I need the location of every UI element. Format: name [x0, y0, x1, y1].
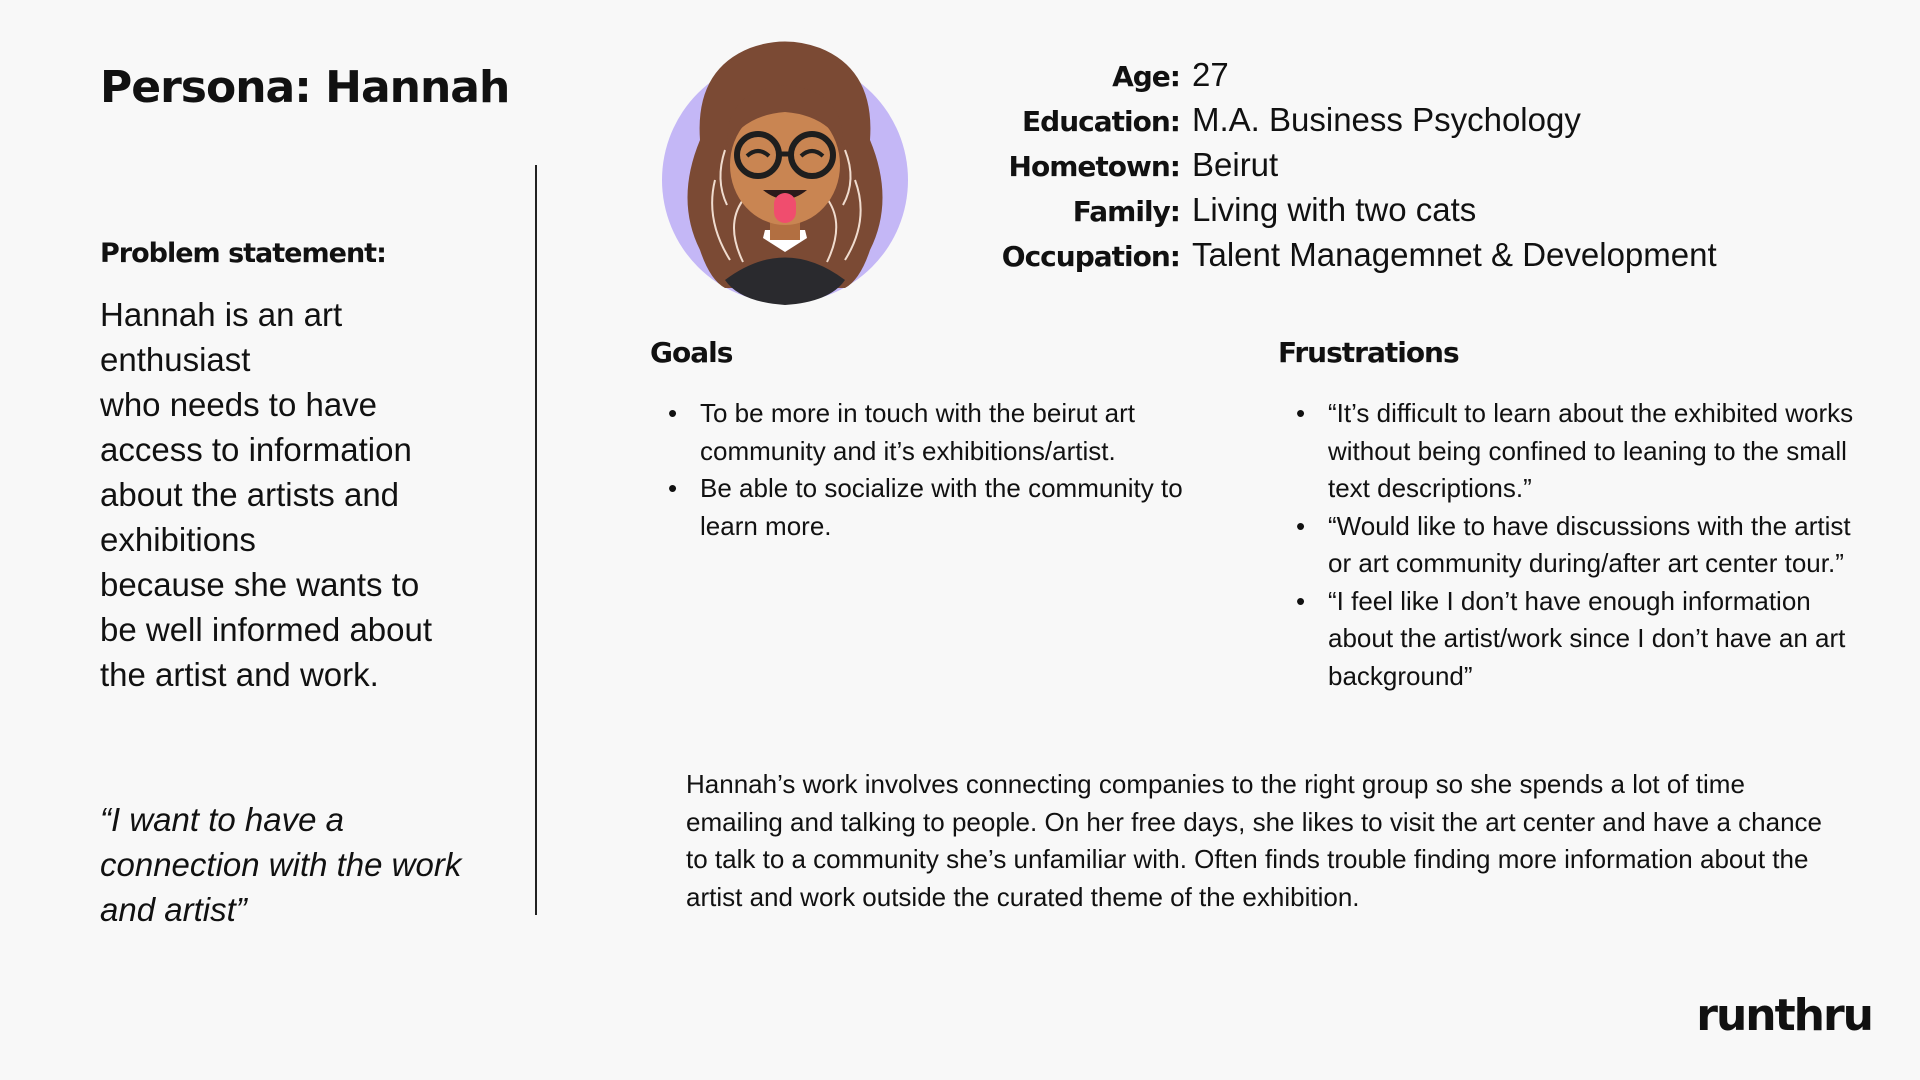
frustration-line: “Would like to have discussions with the artist	[1328, 510, 1851, 541]
frustration-line: “It’s difficult to learn about the exhibited works	[1328, 398, 1854, 428]
frustration-line: background”	[1328, 660, 1473, 691]
problem-statement-text	[100, 292, 460, 697]
info-row-age	[985, 56, 1717, 101]
persona-info	[985, 56, 1717, 281]
info-value: Talent Managemnet & Development	[1192, 236, 1717, 273]
info-row-hometown	[985, 146, 1717, 191]
bullet-icon: •	[668, 398, 678, 428]
goal-line: Be able to socialize with the community to	[700, 473, 1183, 503]
problem-line: exhibitions	[100, 521, 256, 558]
bullet-icon: •	[1296, 398, 1306, 428]
info-value: M.A. Business Psychology	[1192, 101, 1581, 138]
goals-heading: Goals	[650, 336, 733, 369]
persona-avatar-icon	[655, 30, 915, 310]
bullet-icon: •	[668, 473, 678, 503]
bullet-icon: •	[1296, 510, 1306, 541]
info-value: 27	[1192, 56, 1229, 93]
frustrations-list	[1288, 395, 1853, 695]
problem-line: the artist and work.	[100, 656, 379, 693]
info-row-education	[985, 101, 1717, 146]
goals-list	[660, 395, 1183, 545]
info-value: Living with two cats	[1192, 191, 1477, 228]
info-label: Age:	[1112, 60, 1180, 93]
problem-line: access to information	[100, 431, 412, 468]
frustration-line: “I feel like I don’t have enough information	[1328, 585, 1811, 616]
frustration-item	[1288, 508, 1853, 583]
goal-line: learn more.	[700, 510, 832, 541]
goal-item	[660, 470, 1183, 545]
frustration-line: text descriptions.”	[1328, 473, 1532, 503]
page-title: Persona: Hannah	[100, 62, 510, 113]
persona-bio	[686, 766, 1822, 916]
bio-line: artist and work outside the curated theme of the exhibition.	[686, 881, 1360, 912]
info-label: Occupation:	[1001, 240, 1180, 273]
quote-line: “I want to have a	[100, 801, 344, 838]
frustration-line: without being confined to leaning to the small	[1328, 435, 1847, 466]
info-label: Hometown:	[1008, 150, 1180, 183]
goal-line: To be more in touch with the beirut art	[700, 398, 1136, 428]
brand-logo: runthru	[1696, 990, 1872, 1041]
quote-line: connection with the work	[100, 846, 462, 883]
bio-line: Hannah’s work involves connecting companies to the right group so she spends a lot of time	[686, 769, 1745, 799]
bio-line: emailing and talking to people. On her free days, she likes to visit the art center and have a chance	[686, 806, 1823, 837]
info-label: Family:	[1072, 195, 1180, 228]
frustrations-heading: Frustrations	[1278, 336, 1459, 369]
vertical-divider	[535, 165, 537, 915]
frustration-item	[1288, 583, 1853, 696]
quote-line: and artist”	[100, 891, 247, 928]
problem-line: enthusiast	[100, 341, 251, 378]
frustration-line: about the artist/work since I don’t have an art	[1328, 623, 1846, 653]
problem-line: Hannah is an art	[100, 296, 343, 333]
goal-line: community and it’s exhibitions/artist.	[700, 435, 1116, 466]
problem-line: be well informed about	[100, 611, 433, 648]
bio-line: to talk to a community she’s unfamiliar with. Often finds trouble finding more information about the	[686, 844, 1809, 874]
persona-quote	[100, 797, 461, 932]
goal-item	[660, 395, 1183, 470]
problem-line: who needs to have	[100, 386, 378, 423]
problem-line: because she wants to	[100, 566, 420, 603]
info-value: Beirut	[1192, 146, 1279, 183]
frustration-item	[1288, 395, 1853, 508]
problem-statement-heading: Problem statement:	[100, 238, 386, 269]
info-row-occupation	[985, 236, 1717, 281]
frustration-line: or art community during/after art center tour.”	[1328, 548, 1844, 578]
bullet-icon: •	[1296, 585, 1306, 616]
info-row-family	[985, 191, 1717, 236]
problem-line: about the artists and	[100, 476, 400, 513]
info-label: Education:	[1022, 105, 1180, 138]
